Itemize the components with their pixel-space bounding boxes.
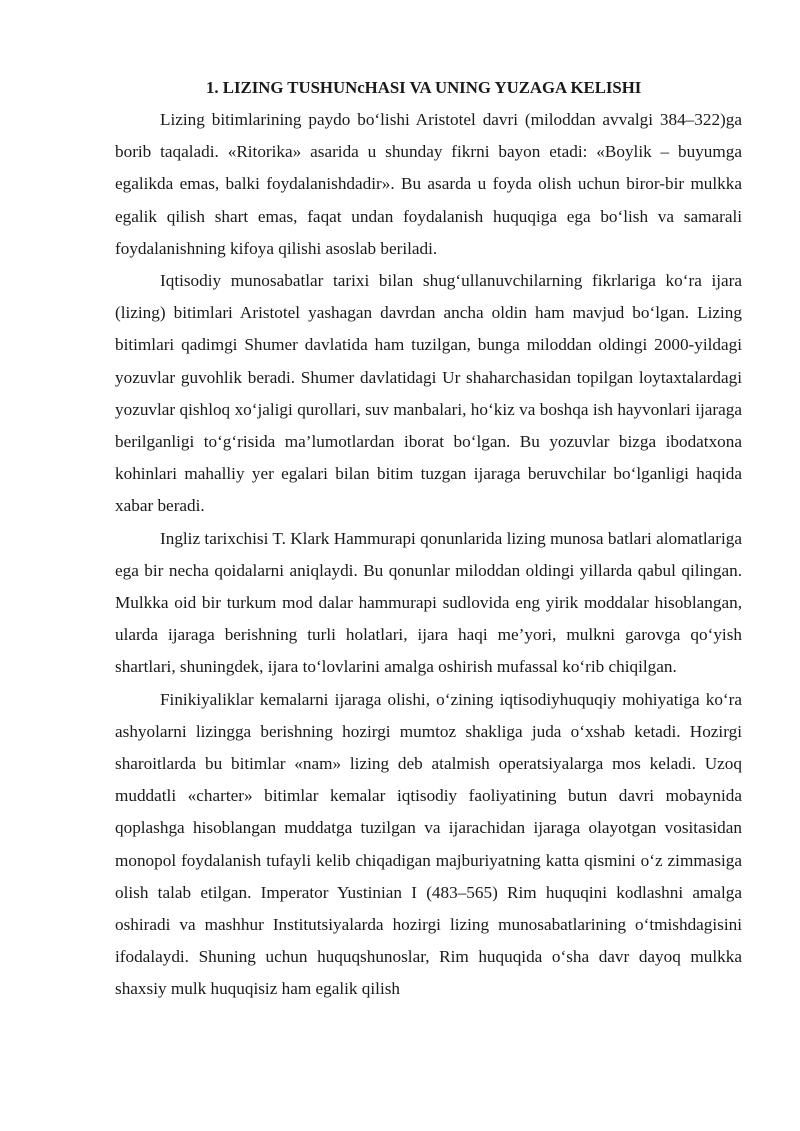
paragraph-hammurabi: Ingliz tarixchisi T. Klark Hammurapi qonunlarida lizing munosa batlari alomatlariga ega bir necha qoidalarni aniqlaydi. Bu qonunlar miloddan oldingi yillarda qabul qilingan. Mulkka oid bir turkum mod dalar hammurapi sudlovida eng yirik moddalar hisoblangan, ularda ijaraga berishning turli holatlari, ijara haqi me’yori, mulkni garovga qo‘yish shartlari, shuningdek, ijara to‘lovlarini amalga oshirish mufassal ko‘rib chiqilgan. xyxy=(115,528,742,677)
section-title: 1. LIZING TUSHUNcHASI VA UNING YUZAGA KELISHI xyxy=(206,78,642,97)
paragraph-phoenicians: Finikiyaliklar kemalarni ijaraga olishi, o‘zining iqtisodiyhuquqiy mohiyatiga ko‘ra ashyolarni lizingga berishning hozirgi mumtoz shakliga juda o‘xshab ketadi. Hozirgi sharoitlarda bu bitimlar «nam» lizing deb atalmish operatsiyalarga mos keladi. Uzoq muddatli «charter» bitimlar kemalar iqtisodiy faoliyatining butun davri mobaynida qoplashga hisoblangan muddatga tuzilgan va ijarachidan ijaraga olayotgan vositasidan monopol foydalanish tufayli kelib chiqadigan majburiyatning katta qismini o‘z zimmasiga olish talab etilgan. Imperator Yustinian I (483–565) Rim huquqini kodlashni amalga oshiradi va mashhur Institutsiyalarda hozirgi lizing munosabatlarining o‘tmishdagisini ifodalaydi. Shuning uchun huquqshunoslar, Rim huquqida o‘sha davr dayoq mulkka shaxsiy mulk huquqisiz ham egalik qilish xyxy=(115,689,742,999)
paragraph-aristotle: Lizing bitimlarining paydo bo‘lishi Aristotel davri (miloddan avvalgi 384–322)ga borib taqaladi. «Ritorika» asarida u shunday fikrni bayon etadi: «Boylik – buyumga egalikda emas, balki foydalanishdadir». Bu asarda u foyda olish uchun biror-bir mulkka egalik qilish shart emas, faqat undan foydalanish huquqiga ega bo‘lish va samarali foydalanishning kifoya qilishi asoslab beriladi. xyxy=(115,110,742,258)
document-page xyxy=(115,72,742,1006)
paragraph-sumer: Iqtisodiy munosabatlar tarixi bilan shug‘ullanuvchilarning fikrlariga ko‘ra ijara (lizing) bitimlari Aristotel yashagan davrdan ancha oldin ham mavjud bo‘lgan. Lizing bitimlari qadimgi Shumer davlatida ham tuzilgan, bunga miloddan oldingi 2000-yildagi yozuvlar guvohlik beradi. Shumer davlatidagi Ur shaharchasidan topilgan loytaxtalardagi yozuvlar qishloq xo‘jaligi qurollari, suv manbalari, ho‘kiz va boshqa ish hayvonlari ijaraga berilganligi to‘g‘risida ma’lumotlardan iborat bo‘lgan. Bu yozuvlar bizga ibodatxona kohinlari mahalliy yer egalari bilan bitim tuzgan ijaraga beruvchilar bo‘lganligi haqida xabar beradi. xyxy=(115,271,742,516)
